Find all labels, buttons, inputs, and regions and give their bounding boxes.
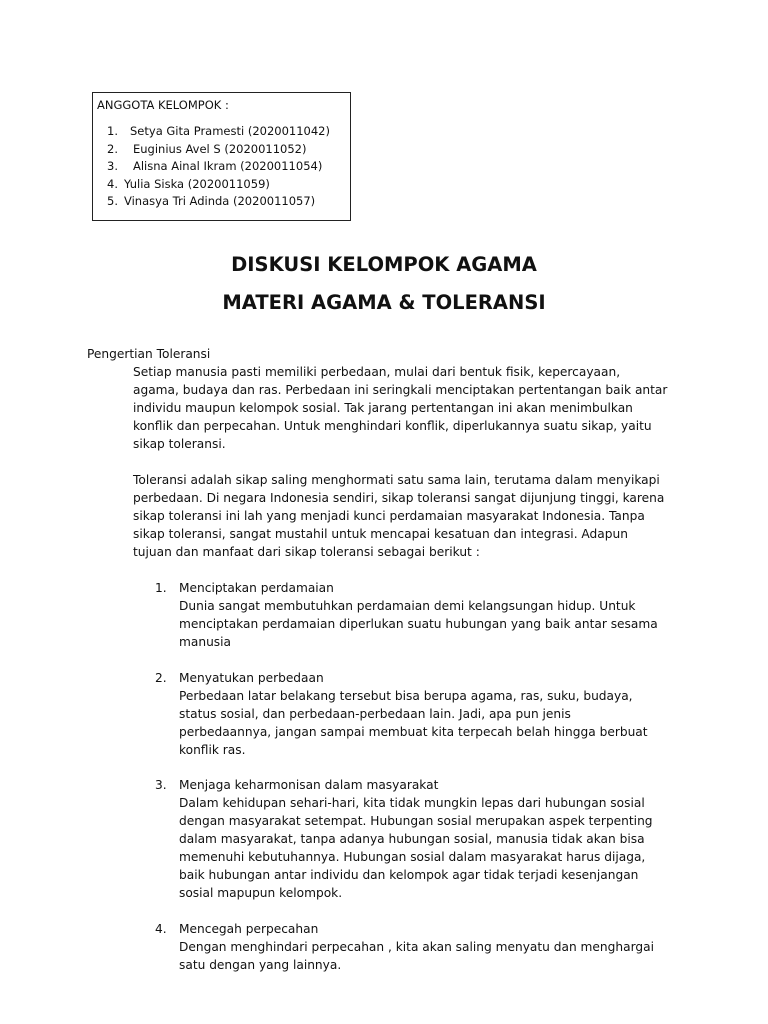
list-item-line: menciptakan perdamaian diperlukan suatu hubungan yang baik antar sesama (179, 617, 658, 631)
member-name: Alisna Ainal Ikram (2020011054) (133, 159, 323, 173)
paragraph-line: individu maupun kelompok sosial. Tak jarang pertentangan ini akan menimbulkan (133, 401, 633, 415)
member-name: Setya Gita Pramesti (2020011042) (130, 124, 330, 138)
list-item-number: 1. (155, 581, 167, 595)
member-number: 5. (107, 194, 118, 208)
list-item-line: status sosial, dan perbedaan-perbedaan lain. Jadi, apa pun jenis (179, 707, 571, 721)
list-item-line: Dengan menghindari perpecahan , kita akan saling menyatu dan menghargai (179, 940, 654, 954)
list-item-body (179, 794, 653, 902)
list-item-line: Dunia sangat membutuhkan perdamaian demi kelangsungan hidup. Untuk (179, 599, 636, 613)
section-heading: Pengertian Toleransi (87, 347, 211, 361)
list-item-number: 4. (155, 922, 167, 936)
list-item-line: baik hubungan antar individu dan kelompok agar tidak terjadi kesenjangan (179, 868, 639, 882)
member-number: 2. (107, 141, 118, 156)
paragraph-intro (133, 363, 693, 453)
list-item-line: Dalam kehidupan sehari-hari, kita tidak mungkin lepas dari hubungan sosial (179, 796, 645, 810)
member-name: Euginius Avel S (2020011052) (133, 141, 307, 156)
paragraph-line: sikap toleransi. (133, 437, 226, 451)
member-item (93, 141, 330, 159)
list-item-line: dengan masyarakat setempat. Hubungan sosial merupakan aspek terpenting (179, 814, 653, 828)
paragraph-line: agama, budaya dan ras. Perbedaan ini seringkali menciptakan pertentangan baik antar (133, 383, 668, 397)
list-item-line: konflik ras. (179, 743, 246, 757)
member-number: 4. (107, 176, 118, 191)
list-item-title: Mencegah perpecahan (179, 922, 319, 936)
paragraph-line: perbedaan. Di negara Indonesia sendiri, sikap toleransi sangat dijunjung tinggi, karena (133, 491, 665, 505)
member-item (93, 176, 330, 194)
list-item-title: Menyatukan perbedaan (179, 671, 324, 685)
member-name: Vinasya Tri Adinda (2020011057) (124, 194, 316, 208)
list-item-line: dalam masyarakat, tanpa adanya hubungan sosial, manusia tidak akan bisa (179, 832, 645, 846)
list-item-line: memenuhi kebutuhannya. Hubungan sosial dalam masyarakat harus dijaga, (179, 850, 646, 864)
member-number: 3. (107, 159, 118, 173)
paragraph-line: Toleransi adalah sikap saling menghormati satu sama lain, terutama dalam menyikapi (133, 473, 660, 487)
list-item-body (179, 938, 654, 974)
member-name: Yulia Siska (2020011059) (124, 176, 270, 191)
paragraph-line: sikap toleransi ini lah yang menjadi kunci perdamaian masyarakat Indonesia. Tanpa (133, 509, 645, 523)
document-subtitle: MATERI AGAMA & TOLERANSI (222, 291, 546, 314)
paragraph-definition (133, 471, 693, 561)
document-title: DISKUSI KELOMPOK AGAMA (231, 253, 537, 276)
list-item-number: 2. (155, 671, 167, 685)
list-item-body (179, 597, 658, 651)
paragraph-line: sikap toleransi, sangat mustahil untuk mencapai kesatuan dan integrasi. Adapun (133, 527, 628, 541)
list-item-line: perbedaannya, jangan sampai membuat kita terpecah belah hingga berbuat (179, 725, 648, 739)
paragraph-line: konflik dan perpecahan. Untuk menghindari konflik, diperlukannya suatu sikap, yaitu (133, 419, 652, 433)
paragraph-line: Setiap manusia pasti memiliki perbedaan, mulai dari bentuk fisik, kepercayaan, (133, 365, 621, 379)
member-number: 1. (107, 124, 118, 138)
list-item-line: sosial mapupun kelompok. (179, 886, 343, 900)
list-item-title: Menciptakan perdamaian (179, 581, 334, 595)
members-heading: ANGGOTA KELOMPOK : (97, 98, 229, 112)
paragraph-line: tujuan dan manfaat dari sikap toleransi sebagai berikut : (133, 545, 480, 559)
list-item-number: 3. (155, 778, 167, 792)
list-item-title: Menjaga keharmonisan dalam masyarakat (179, 778, 439, 792)
list-item-body (179, 687, 648, 759)
list-item-line: satu dengan yang lainnya. (179, 958, 342, 972)
list-item-line: Perbedaan latar belakang tersebut bisa berupa agama, ras, suku, budaya, (179, 689, 633, 703)
member-item (93, 123, 330, 141)
group-members-box (92, 92, 351, 221)
member-item (93, 193, 330, 211)
list-item-line: manusia (179, 635, 231, 649)
member-item (93, 158, 330, 176)
member-list (93, 123, 330, 211)
